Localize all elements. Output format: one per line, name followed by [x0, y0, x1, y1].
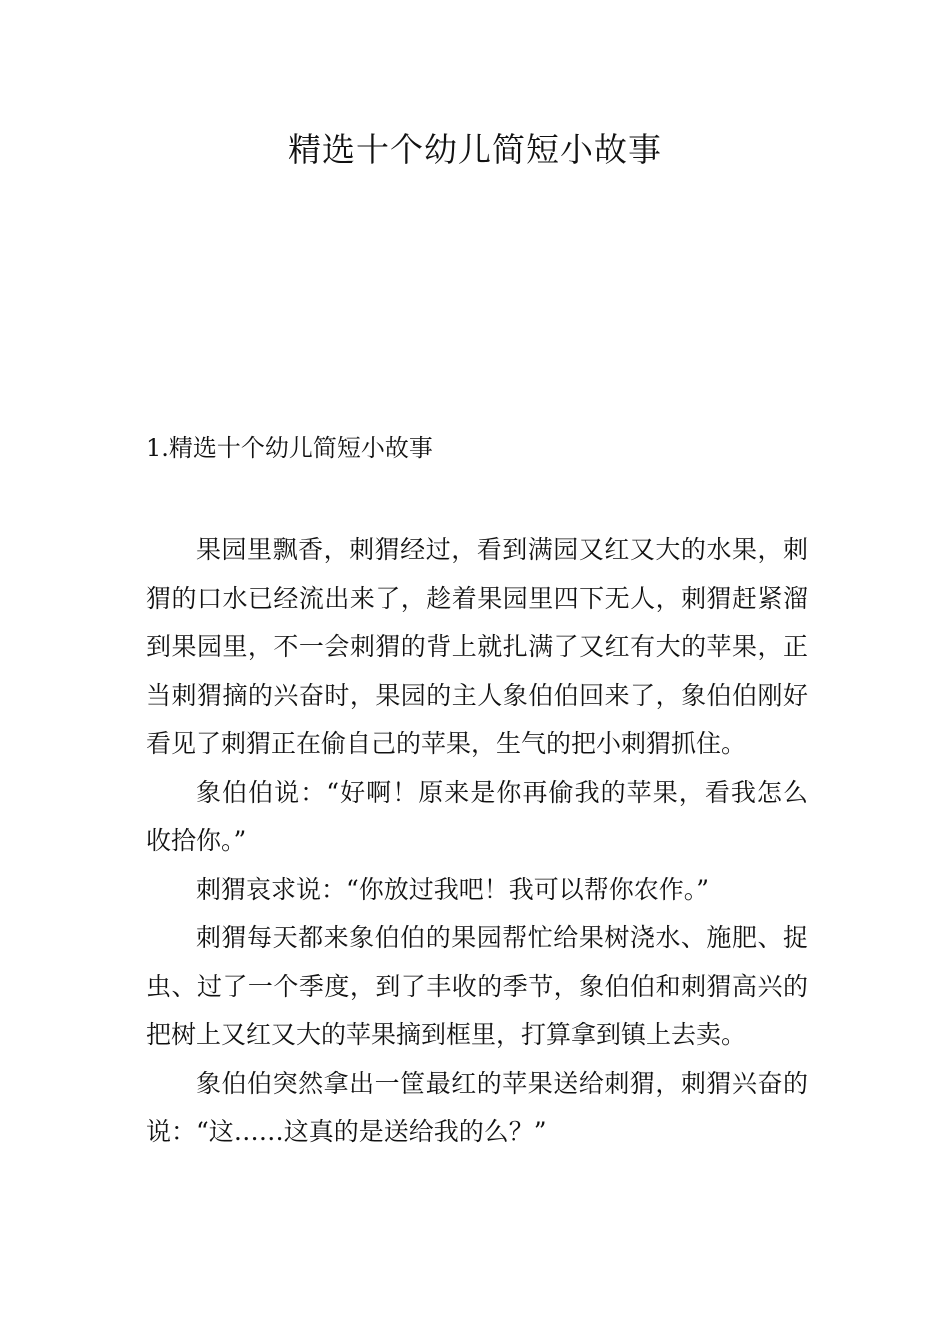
paragraph: 象伯伯突然拿出一筐最红的苹果送给刺猬，刺猬兴奋的说：“这……这真的是送给我的么？”: [146, 1068, 808, 1146]
paragraph: 刺猬每天都来象伯伯的果园帮忙给果树浇水、施肥、捉虫、过了一个季度，到了丰收的季节，象伯伯和刺猬高兴的把树上又红又大的苹果摘到框里，打算拿到镇上去卖。: [146, 923, 808, 1049]
document-title: 精选十个幼儿简短小故事: [288, 130, 662, 169]
story-body: [146, 526, 808, 1157]
paragraph: 象伯伯说：“好啊！原来是你再偷我的苹果，看我怎么收拾你。”: [146, 777, 808, 855]
paragraph: 刺猬哀求说：“你放过我吧！我可以帮你农作。”: [196, 874, 710, 904]
paragraph: 果园里飘香，刺猬经过，看到满园又红又大的水果，刺猬的口水已经流出来了，趁着果园里四下无人，刺猬赶紧溜到果园里，不一会刺猬的背上就扎满了又红有大的苹果，正当刺猬摘的兴奋时，果园的主人象伯伯回来了，象伯伯刚好看见了刺猬正在偷自己的苹果，生气的把小刺猬抓住。: [146, 535, 808, 758]
section-heading: 1.精选十个幼儿简短小故事: [146, 434, 433, 462]
